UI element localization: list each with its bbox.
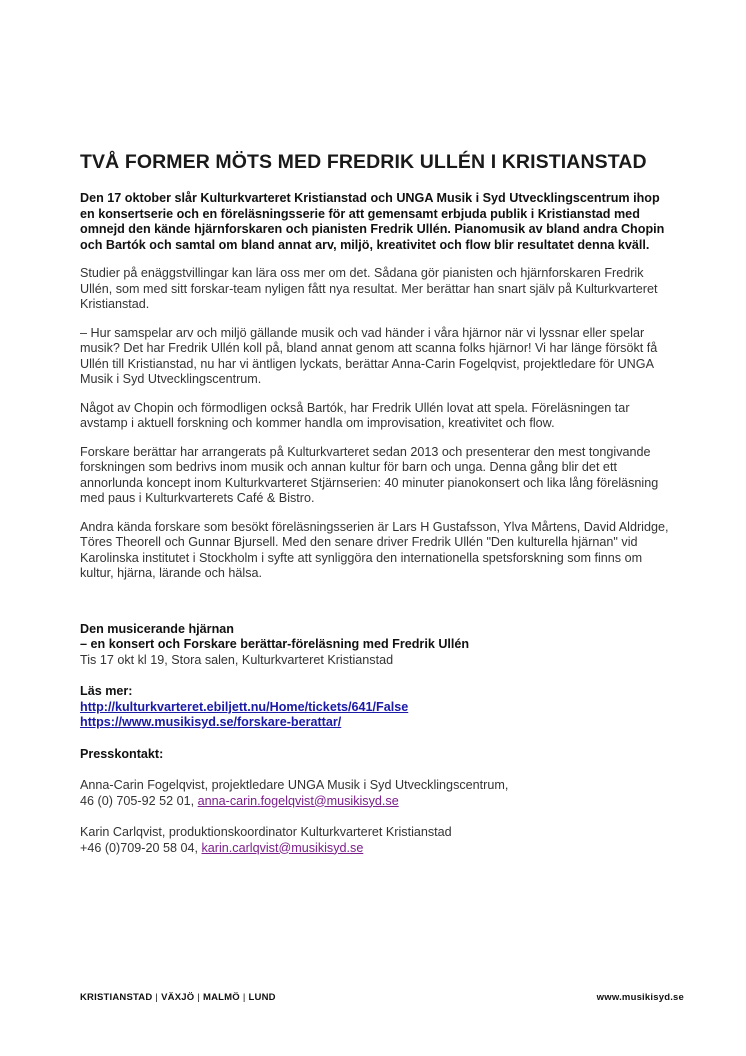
contact-name-title: Karin Carlqvist, produktionskoordinator Kulturkvarteret Kristianstad	[80, 825, 452, 839]
event-details: Tis 17 okt kl 19, Stora salen, Kulturkvarteret Kristianstad	[80, 652, 394, 667]
ticket-link[interactable]: http://kulturkvarteret.ebiljett.nu/Home/tickets/641/False	[80, 699, 409, 714]
read-more-heading: Läs mer:	[80, 684, 133, 698]
page-title: TVÅ FORMER MÖTS MED FREDRIK ULLÉN I KRISTIANSTAD	[80, 151, 647, 173]
read-more-section	[80, 684, 670, 731]
city-kristianstad: KRISTIANSTAD	[80, 992, 153, 1003]
event-title: Den musicerande hjärnan	[80, 621, 234, 636]
body-paragraph-1: Studier på enäggstvillingar kan lära oss mer om det. Sådana gör pianisten och hjärnforskaren Fredrik Ullén, som med sitt forskar-team nyligen fått nya resultat. Mer berättar han snart själv på Kulturkvarteret Kristianstad.	[80, 266, 658, 311]
event-subtitle: – en konsert och Forskare berättar-föreläsning med Fredrik Ullén	[80, 637, 470, 651]
contact-name-title: Anna-Carin Fogelqvist, projektledare UNGA Musik i Syd Utvecklingscentrum,	[80, 778, 509, 792]
press-release	[80, 150, 670, 856]
body-paragraph-4: Forskare berättar har arrangerats på Kulturkvarteret sedan 2013 och presenterar den mest tongivande forskningen som bedrivs inom musik och annan kultur för barn och unga. Denna gång blir det ett annorlunda koncept inom Kulturkvarteret Stjärnserien: 40 minuter pianokonsert och lika lång föreläsning med paus i Kulturkvarterets Café & Bistro.	[80, 444, 659, 505]
contact-phone-email-row	[80, 841, 670, 857]
body-paragraph-3: Något av Chopin och förmodligen också Bartók, har Fredrik Ullén lovat att spela. Föreläsningen tar avstamp i aktuell forskning och kommer handla om improvisation, kreativitet och flow.	[80, 400, 630, 430]
city-lund: LUND	[248, 992, 276, 1003]
lead-paragraph: Den 17 oktober slår Kulturkvarteret Kristianstad och UNGA Musik i Syd Utvecklingscentrum ihop en konsertserie och en föreläsningsserie för att gemensamt erbjuda publik i Kristianstad med omnejd den kände hjärnforskaren och pianisten Fredrik Ullén. Pianomusik av bland andra Chopin och Bartók och samtal om bland annat arv, miljö, kreativitet och flow blir resultatet denna kväll.	[80, 191, 665, 252]
footer-separator: |	[197, 992, 200, 1003]
press-contact-section	[80, 747, 670, 763]
footer-separator: |	[155, 992, 159, 1003]
body-paragraph-2: – Hur samspelar arv och miljö gällande musik och vad händer i våra hjärnor när vi lyssnar eller spelar musik? Det har Fredrik Ullén koll på, bland annat genom att scanna folks hjärnor! Vi har länge försökt få Ullén till Kristianstad, nu har vi äntligen lyckats, berättar Anna-Carin Fogelqvist, projektledare för UNGA Musik i Syd Utvecklingscentrum.	[80, 325, 658, 386]
contact-anna-carin	[80, 778, 670, 809]
forskare-berattar-link[interactable]: https://www.musikisyd.se/forskare-berattar/	[80, 715, 342, 729]
press-contact-heading: Presskontakt:	[80, 746, 164, 761]
contact-phone-email-row	[80, 794, 670, 810]
city-malmo: MALMÖ	[202, 992, 240, 1003]
contact-phone: +46 (0)709-20 58 04,	[80, 840, 198, 855]
body-paragraph-5: Andra kända forskare som besökt föreläsningsserien är Lars H Gustafsson, Ylva Mårtens, David Aldridge, Töres Theorell och Gunnar Bjursell. Med den senare driver Fredrik Ullén "Den kulturella hjärnan" vid Karolinska institutet i Stockholm i syfte att synliggöra den internationella spetsforskning som finns om kultur, hjärna, lärande och hälsa.	[80, 519, 669, 580]
contact-karin	[80, 825, 670, 856]
footer-website[interactable]: www.musikisyd.se	[596, 992, 684, 1003]
contact-phone: 46 (0) 705-92 52 01,	[80, 793, 195, 808]
city-vaxjo: VÄXJÖ	[161, 992, 195, 1003]
footer-separator: |	[242, 992, 246, 1003]
contact-email-link[interactable]: anna-carin.fogelqvist@musikisyd.se	[197, 793, 399, 808]
contact-email-link[interactable]: karin.carlqvist@musikisyd.se	[201, 840, 364, 855]
event-info	[80, 622, 670, 669]
footer-cities	[80, 992, 276, 1003]
